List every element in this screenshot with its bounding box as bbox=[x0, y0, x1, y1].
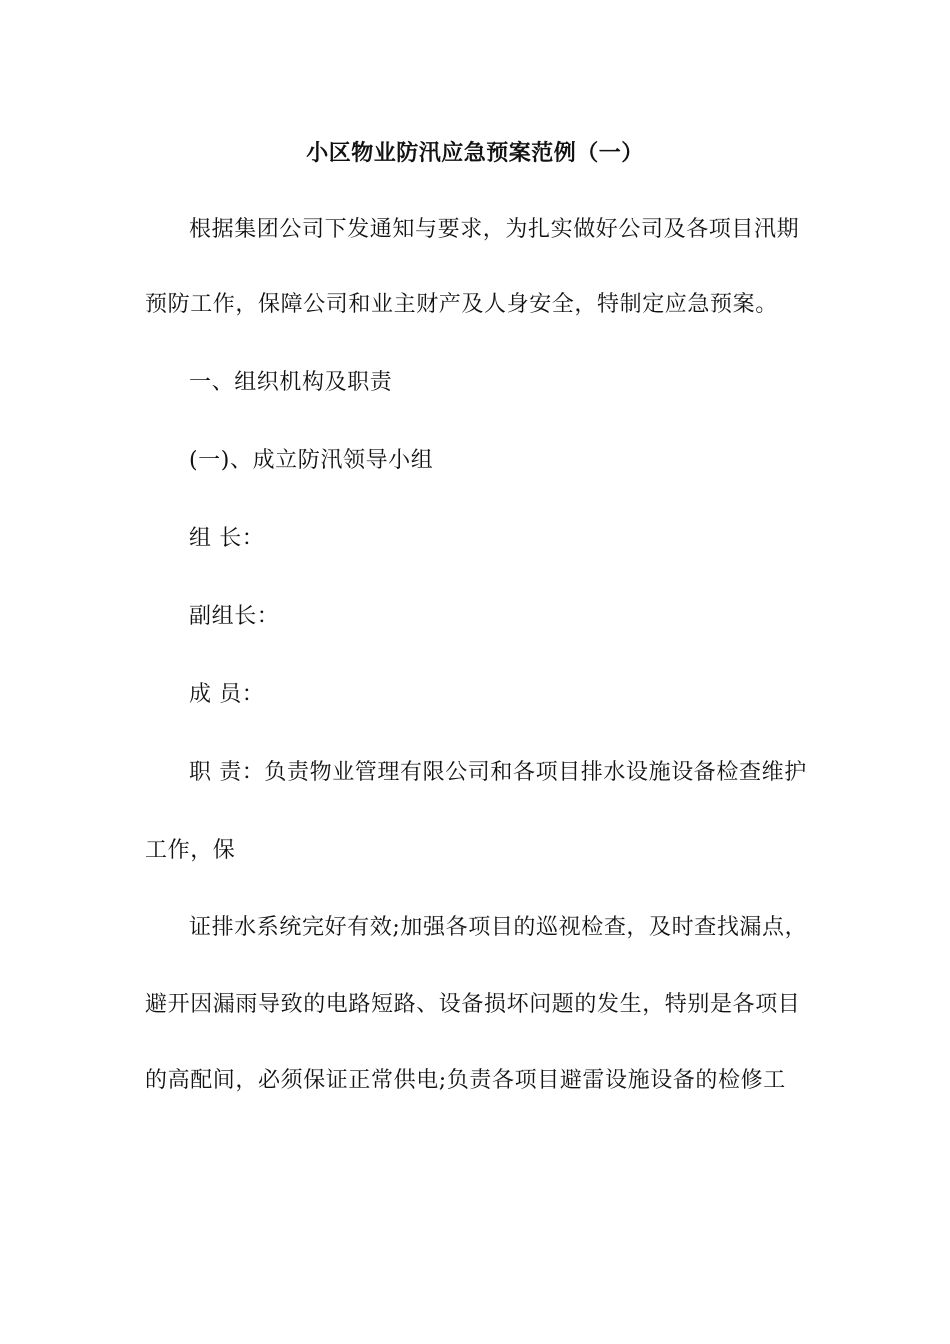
paragraph-line: 证排水系统完好有效;加强各项目的巡视检查，及时查找漏点， bbox=[189, 915, 808, 940]
subsection-heading: (一)、成立防汛领导小组 bbox=[189, 448, 434, 473]
field-members: 成 员： bbox=[189, 682, 265, 707]
paragraph-line: 的高配间，必须保证正常供电;负责各项目避雷设施设备的检修工 bbox=[145, 1068, 786, 1093]
field-deputy-leader: 副组长： bbox=[189, 604, 280, 629]
paragraph-line: 根据集团公司下发通知与要求，为扎实做好公司及各项目汛期 bbox=[189, 217, 800, 242]
field-duties: 职 责：负责物业管理有限公司和各项目排水设施设备检查维护 bbox=[189, 760, 807, 785]
document-title: 小区物业防汛应急预案范例（一） bbox=[306, 140, 644, 166]
section-heading: 一、组织机构及职责 bbox=[189, 370, 393, 395]
paragraph-line: 预防工作，保障公司和业主财产及人身安全，特制定应急预案。 bbox=[145, 292, 778, 317]
field-leader: 组 长： bbox=[189, 526, 265, 551]
paragraph-line: 避开因漏雨导致的电路短路、设备损坏问题的发生，特别是各项目 bbox=[145, 992, 801, 1017]
paragraph-line: 工作，保 bbox=[145, 838, 236, 863]
